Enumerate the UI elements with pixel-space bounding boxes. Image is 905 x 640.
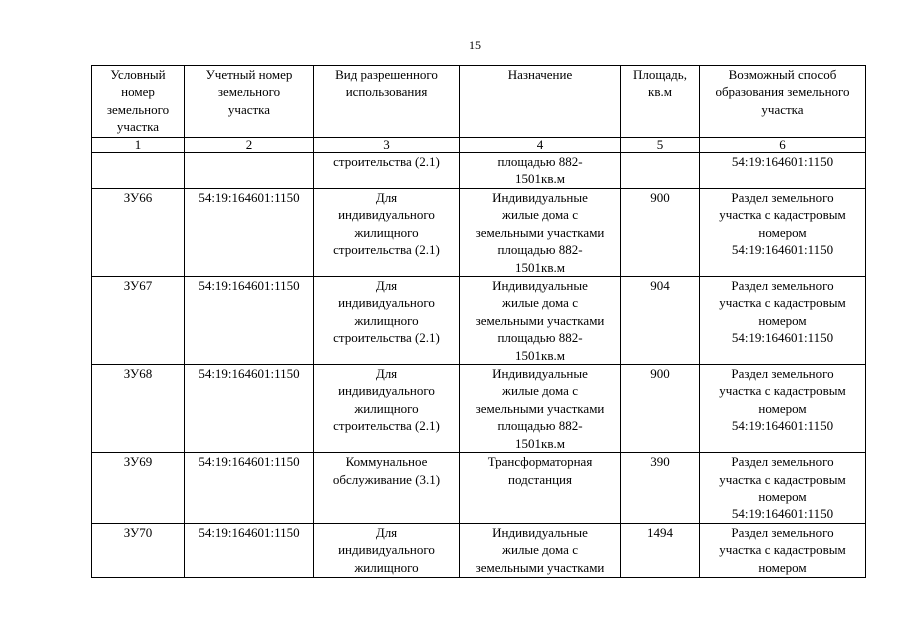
table-row: [92, 453, 866, 524]
purpose-cell: Индивидуальные жилые дома с земельными участками площадью 882- 1501кв.м: [460, 277, 621, 365]
header-cond-number: Условный номер земельного участка: [92, 66, 185, 138]
permitted-use-cell: строительства (2.1): [314, 153, 460, 189]
area-cell: 900: [621, 365, 700, 453]
header-purpose: Назначение: [460, 66, 621, 138]
area-cell: 900: [621, 189, 700, 277]
table-row: [92, 365, 866, 453]
cadastral-number-cell: 54:19:164601:1150: [185, 189, 314, 277]
cond-number-cell: [92, 153, 185, 189]
column-number: 1: [92, 138, 185, 153]
table-row: [92, 153, 866, 189]
cadastral-number-cell: 54:19:164601:1150: [185, 523, 314, 577]
method-cell: 54:19:164601:1150: [700, 153, 866, 189]
area-cell: 904: [621, 277, 700, 365]
permitted-use-cell: Для индивидуального жилищного: [314, 523, 460, 577]
page-number: 15: [469, 38, 481, 52]
method-cell: Раздел земельного участка с кадастровым номером 54:19:164601:1150: [700, 277, 866, 365]
permitted-use-cell: Коммунальное обслуживание (3.1): [314, 453, 460, 524]
header-area: Площадь, кв.м: [621, 66, 700, 138]
cadastral-number-cell: 54:19:164601:1150: [185, 365, 314, 453]
area-cell: 390: [621, 453, 700, 524]
cond-number-cell: ЗУ67: [92, 277, 185, 365]
header-row: [92, 66, 866, 138]
header-cadastral-number: Учетный номер земельного участка: [185, 66, 314, 138]
cadastral-number-cell: 54:19:164601:1150: [185, 453, 314, 524]
area-cell: 1494: [621, 523, 700, 577]
method-cell: Раздел земельного участка с кадастровым номером 54:19:164601:1150: [700, 453, 866, 524]
method-cell: Раздел земельного участка с кадастровым номером 54:19:164601:1150: [700, 365, 866, 453]
purpose-cell: Индивидуальные жилые дома с земельными участками площадью 882- 1501кв.м: [460, 365, 621, 453]
cadastral-number-cell: [185, 153, 314, 189]
column-number: 3: [314, 138, 460, 153]
purpose-cell: площадью 882- 1501кв.м: [460, 153, 621, 189]
cond-number-cell: ЗУ69: [92, 453, 185, 524]
permitted-use-cell: Для индивидуального жилищного строительства (2.1): [314, 189, 460, 277]
purpose-cell: Индивидуальные жилые дома с земельными участками площадью 882- 1501кв.м: [460, 189, 621, 277]
cond-number-cell: ЗУ70: [92, 523, 185, 577]
cadastral-number-cell: 54:19:164601:1150: [185, 277, 314, 365]
header-permitted-use: Вид разрешенного использования: [314, 66, 460, 138]
table-row: [92, 277, 866, 365]
column-number: 4: [460, 138, 621, 153]
cond-number-cell: ЗУ66: [92, 189, 185, 277]
method-cell: Раздел земельного участка с кадастровым номером: [700, 523, 866, 577]
table-row: [92, 523, 866, 577]
method-cell: Раздел земельного участка с кадастровым номером 54:19:164601:1150: [700, 189, 866, 277]
permitted-use-cell: Для индивидуального жилищного строительства (2.1): [314, 365, 460, 453]
purpose-cell: Трансформаторная подстанция: [460, 453, 621, 524]
header-method: Возможный способ образования земельного участка: [700, 66, 866, 138]
column-number: 6: [700, 138, 866, 153]
table-row: [92, 189, 866, 277]
area-cell: [621, 153, 700, 189]
column-number: 5: [621, 138, 700, 153]
column-number-row: [92, 138, 866, 153]
purpose-cell: Индивидуальные жилые дома с земельными участками: [460, 523, 621, 577]
column-number: 2: [185, 138, 314, 153]
cond-number-cell: ЗУ68: [92, 365, 185, 453]
permitted-use-cell: Для индивидуального жилищного строительства (2.1): [314, 277, 460, 365]
land-plots-table: [91, 65, 866, 578]
